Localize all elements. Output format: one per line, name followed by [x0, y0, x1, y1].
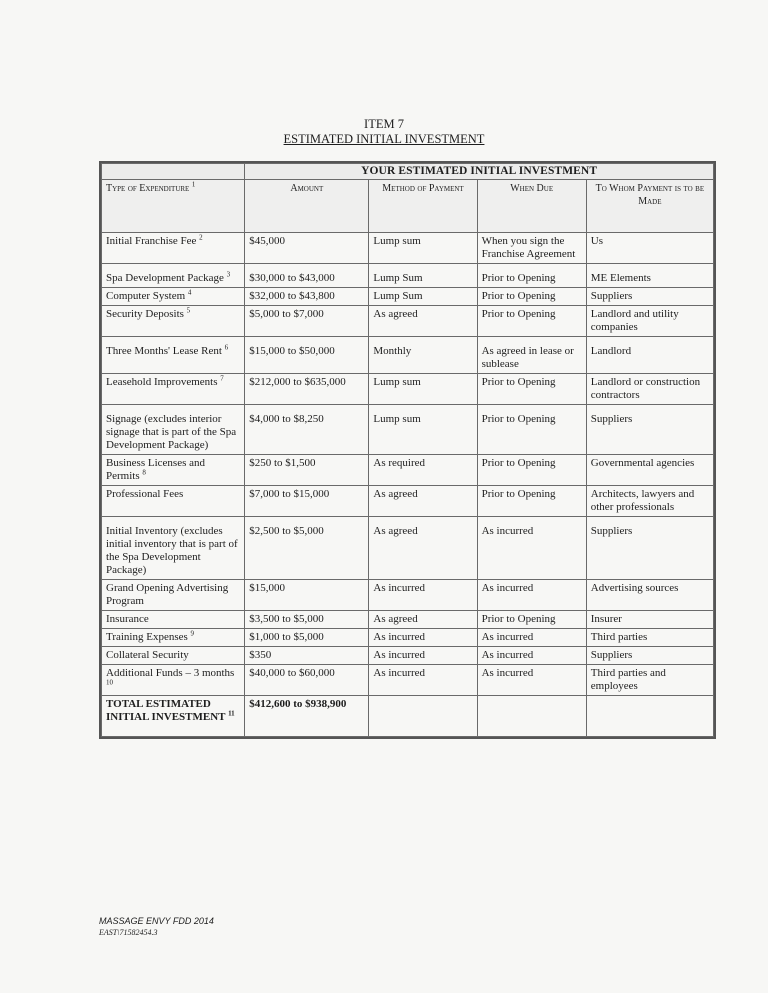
- table-row: [102, 517, 714, 580]
- table-row: [102, 665, 714, 696]
- cell-when: Prior to Opening: [477, 306, 586, 337]
- cell-whom: Third parties: [586, 629, 713, 647]
- table-row: [102, 611, 714, 629]
- cell-type: [102, 455, 245, 486]
- cell-amount: $15,000 to $50,000: [245, 337, 369, 374]
- cell-amount: $5,000 to $7,000: [245, 306, 369, 337]
- cell-type-text: Professional Fees: [106, 488, 184, 500]
- footnote-ref: 8: [142, 468, 146, 477]
- cell-whom: Suppliers: [586, 405, 713, 455]
- cell-type-text: Insurance: [106, 613, 149, 625]
- cell-when: Prior to Opening: [477, 455, 586, 486]
- footer-doc-id: EAST\71582454.3: [99, 928, 158, 937]
- cell-type-text: Security Deposits: [106, 308, 184, 320]
- cell-whom: Suppliers: [586, 517, 713, 580]
- footnote-ref: 9: [190, 629, 195, 638]
- footnote-ref: 6: [224, 343, 229, 352]
- cell-type-text: Three Months' Lease Rent: [106, 345, 222, 357]
- cell-whom: Suppliers: [586, 288, 713, 306]
- cell-whom: Insurer: [586, 611, 713, 629]
- initial-investment-table: [99, 161, 716, 739]
- cell-type-text: Additional Funds – 3 months: [106, 667, 235, 679]
- total-label-cell: [102, 696, 245, 737]
- cell-type: [102, 337, 245, 374]
- cell-method: Lump sum: [369, 374, 477, 405]
- table-caption: YOUR ESTIMATED INITIAL INVESTMENT: [245, 164, 714, 180]
- table-row: [102, 264, 714, 288]
- cell-when: Prior to Opening: [477, 611, 586, 629]
- cell-type: [102, 288, 245, 306]
- footnote-ref: 1: [191, 180, 196, 189]
- empty-cell: [369, 696, 477, 737]
- cell-type: [102, 374, 245, 405]
- table-row: [102, 306, 714, 337]
- empty-cell: [586, 696, 713, 737]
- cell-method: As agreed: [369, 486, 477, 517]
- cell-amount: $1,000 to $5,000: [245, 629, 369, 647]
- cell-type: [102, 629, 245, 647]
- table-row: [102, 337, 714, 374]
- table-row: [102, 288, 714, 306]
- document-footer: [99, 916, 214, 938]
- table-row: [102, 455, 714, 486]
- cell-method: As agreed: [369, 517, 477, 580]
- section-title: ESTIMATED INITIAL INVESTMENT: [283, 132, 485, 146]
- cell-method: As incurred: [369, 629, 477, 647]
- cell-amount: $40,000 to $60,000: [245, 665, 369, 696]
- column-header-type-label: Type of Expenditure: [106, 183, 190, 194]
- cell-type: [102, 580, 245, 611]
- cell-amount: $7,000 to $15,000: [245, 486, 369, 517]
- table-row: [102, 405, 714, 455]
- cell-amount: $3,500 to $5,000: [245, 611, 369, 629]
- cell-method: As required: [369, 455, 477, 486]
- cell-amount: $45,000: [245, 233, 369, 264]
- cell-method: Lump sum: [369, 233, 477, 264]
- cell-when: Prior to Opening: [477, 486, 586, 517]
- cell-whom: ME Elements: [586, 264, 713, 288]
- cell-when: As incurred: [477, 580, 586, 611]
- cell-method: As incurred: [369, 647, 477, 665]
- cell-when: As incurred: [477, 629, 586, 647]
- cell-method: As incurred: [369, 580, 477, 611]
- cell-whom: Us: [586, 233, 713, 264]
- cell-type-text: Initial Inventory (excludes initial inventory that is part of the Spa Development Package): [106, 525, 238, 576]
- column-header-type: [102, 180, 245, 233]
- cell-method: Lump Sum: [369, 264, 477, 288]
- footnote-ref: 2: [199, 233, 203, 242]
- cell-type: [102, 405, 245, 455]
- cell-amount: $350: [245, 647, 369, 665]
- cell-type: [102, 233, 245, 264]
- total-label: TOTAL ESTIMATED INITIAL INVESTMENT: [106, 698, 226, 723]
- table-caption-spacer: [102, 164, 245, 180]
- cell-whom: Landlord or construction contractors: [586, 374, 713, 405]
- cell-amount: $250 to $1,500: [245, 455, 369, 486]
- cell-amount: $30,000 to $43,000: [245, 264, 369, 288]
- footer-title: MASSAGE ENVY FDD 2014: [99, 916, 214, 926]
- cell-method: Monthly: [369, 337, 477, 374]
- cell-type-text: Signage (excludes interior signage that is part of the Spa Development Package): [106, 413, 237, 451]
- empty-cell: [477, 696, 586, 737]
- cell-type: [102, 264, 245, 288]
- column-header-whom: To Whom Payment is to be Made: [586, 180, 713, 233]
- cell-amount: $4,000 to $8,250: [245, 405, 369, 455]
- table-row: [102, 647, 714, 665]
- table-row: [102, 629, 714, 647]
- cell-method: Lump sum: [369, 405, 477, 455]
- cell-type: [102, 517, 245, 580]
- cell-method: As agreed: [369, 306, 477, 337]
- footnote-ref: 4: [187, 288, 192, 297]
- footnote-ref: 11: [228, 709, 235, 718]
- total-row: [102, 696, 714, 737]
- column-header-when: When Due: [477, 180, 586, 233]
- cell-when: As incurred: [477, 647, 586, 665]
- table-body: [102, 233, 714, 737]
- footnote-ref: 10: [106, 678, 113, 687]
- cell-whom: Landlord: [586, 337, 713, 374]
- cell-whom: Third parties and employees: [586, 665, 713, 696]
- cell-type: [102, 665, 245, 696]
- cell-type-text: Collateral Security: [106, 649, 189, 661]
- footnote-ref: 3: [226, 270, 231, 279]
- cell-whom: Architects, lawyers and other professionals: [586, 486, 713, 517]
- cell-method: As agreed: [369, 611, 477, 629]
- cell-type-text: Training Expenses: [106, 631, 188, 643]
- footnote-ref: 7: [220, 374, 224, 383]
- cell-whom: Landlord and utility companies: [586, 306, 713, 337]
- cell-amount: $212,000 to $635,000: [245, 374, 369, 405]
- cell-type-text: Initial Franchise Fee: [106, 235, 197, 247]
- cell-when: As incurred: [477, 517, 586, 580]
- cell-type-text: Business Licenses and Permits: [106, 457, 205, 482]
- cell-method: Lump Sum: [369, 288, 477, 306]
- cell-when: As agreed in lease or sublease: [477, 337, 586, 374]
- cell-type: [102, 486, 245, 517]
- table-row: [102, 374, 714, 405]
- cell-amount: $15,000: [245, 580, 369, 611]
- cell-amount: $32,000 to $43,800: [245, 288, 369, 306]
- footnote-ref: 5: [186, 306, 191, 315]
- cell-method: As incurred: [369, 665, 477, 696]
- cell-type: [102, 611, 245, 629]
- cell-whom: Advertising sources: [586, 580, 713, 611]
- cell-type-text: Leasehold Improvements: [106, 376, 218, 388]
- cell-type: [102, 306, 245, 337]
- total-amount: $412,600 to $938,900: [245, 696, 369, 737]
- column-header-amount: Amount: [245, 180, 369, 233]
- cell-when: Prior to Opening: [477, 288, 586, 306]
- cell-type: [102, 647, 245, 665]
- cell-whom: Suppliers: [586, 647, 713, 665]
- cell-type-text: Computer System: [106, 290, 186, 302]
- cell-when: When you sign the Franchise Agreement: [477, 233, 586, 264]
- cell-when: As incurred: [477, 665, 586, 696]
- table-row: [102, 580, 714, 611]
- column-header-method: Method of Payment: [369, 180, 477, 233]
- cell-type-text: Spa Development Package: [106, 272, 224, 284]
- cell-whom: Governmental agencies: [586, 455, 713, 486]
- cell-type-text: Grand Opening Advertising Program: [106, 582, 229, 607]
- cell-when: Prior to Opening: [477, 264, 586, 288]
- item-number-heading: ITEM 7: [364, 117, 404, 131]
- cell-when: Prior to Opening: [477, 374, 586, 405]
- table-row: [102, 486, 714, 517]
- cell-amount: $2,500 to $5,000: [245, 517, 369, 580]
- table-row: [102, 233, 714, 264]
- cell-when: Prior to Opening: [477, 405, 586, 455]
